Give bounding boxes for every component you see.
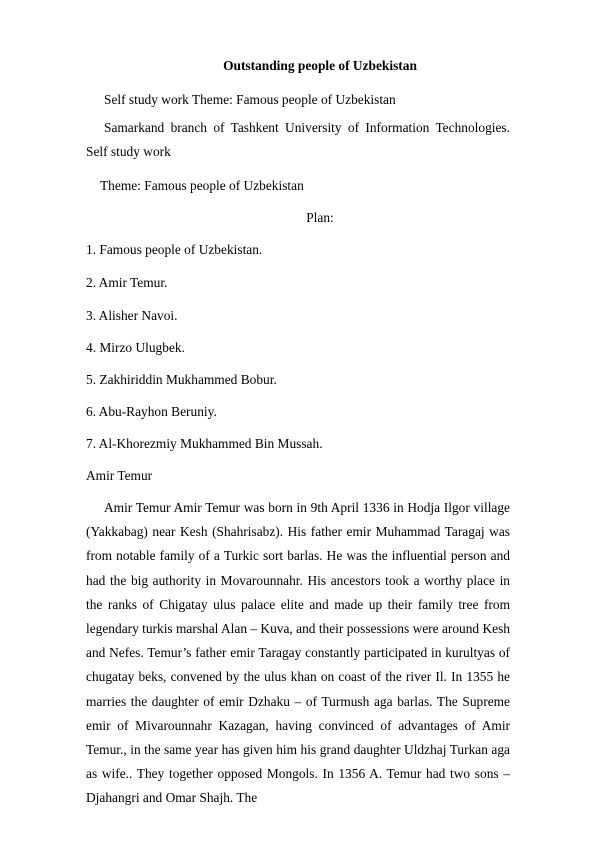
plan-item: 3. Alisher Navoi. <box>86 308 178 323</box>
document-title: Outstanding people of Uzbekistan <box>223 58 417 73</box>
theme-line: Theme: Famous people of Uzbekistan <box>100 178 304 193</box>
plan-item: 5. Zakhiriddin Mukhammed Bobur. <box>86 372 277 387</box>
plan-item: 2. Amir Temur. <box>86 275 168 290</box>
plan-item: 7. Al-Khorezmiy Mukhammed Bin Mussah. <box>86 436 323 451</box>
plan-item: 6. Abu-Rayhon Beruniy. <box>86 404 217 419</box>
body-paragraph: Amir Temur Amir Temur was born in 9th April 1336 in Hodja Ilgor village (Yakkabag) near Kesh (Shahrisabz). His father emir Muhammad Taragaj was from notable family of a Turkic sort barlas. He was the influential person and had the big authority in Movarounnahr. His ancestors took a worthy place in the ranks of Chigatay ulus palace elite and made up their family tree from legendary turkis marshal Alan – Kuva, and their possessions were around Kesh and Nefes. Temur’s father emir Taragay constantly participated in kurultyas of chugatay beks, convened by the ulus khan on coast of the river Il. In 1355 he marries the daughter of emir Dzhaku – of Turmush aga barlas. The Supreme emir of Mivarounnahr Kazagan, having convinced of advantages of Amir Temur., in the same year has given him his grand daughter Uldzhaj Turkan aga as wife.. They together opposed Mongols. In 1356 A. Temur had two sons – Djahangri and Omar Shajh. The <box>86 500 510 806</box>
plan-heading: Plan: <box>306 210 334 225</box>
section-heading: Amir Temur <box>86 468 153 483</box>
plan-item: 4. Mirzo Ulugbek. <box>86 340 185 355</box>
branch-paragraph: Samarkand branch of Tashkent University of Information Technologies. Self study work <box>86 120 510 160</box>
plan-item: 1. Famous people of Uzbekistan. <box>86 242 263 257</box>
subtitle-line: Self study work Theme: Famous people of Uzbekistan <box>104 92 396 107</box>
